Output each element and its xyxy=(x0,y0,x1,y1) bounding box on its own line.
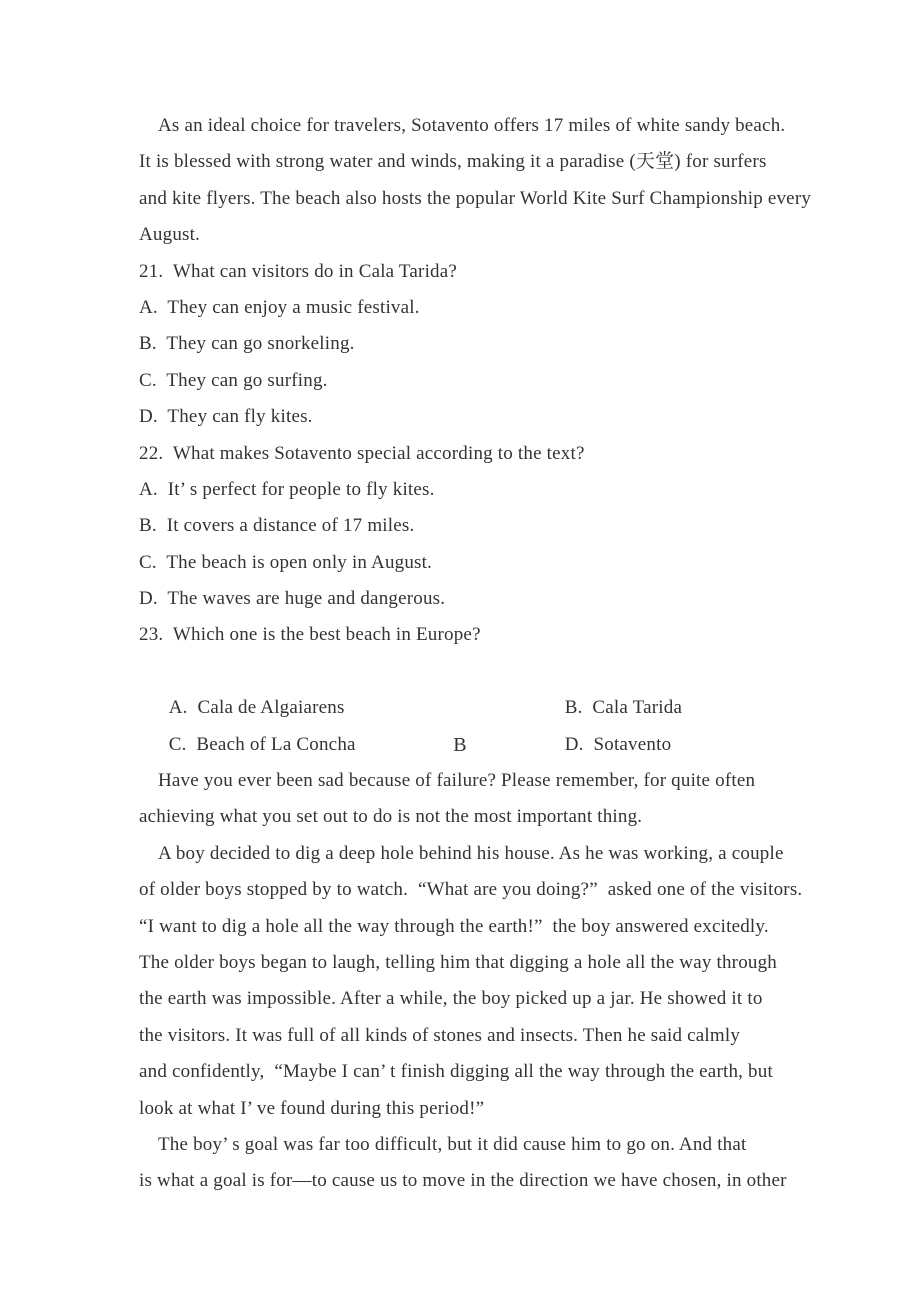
passage-b-line: is what a goal is for—to cause us to move in the direction we have chosen, in other xyxy=(139,1170,787,1192)
question-21-option-c: C. They can go surfing. xyxy=(139,369,328,391)
passage-a-line: August. xyxy=(139,224,201,246)
question-21-prompt: 21. What can visitors do in Cala Tarida? xyxy=(139,260,458,282)
question-22-option-a: A. It’ s perfect for people to fly kites. xyxy=(139,478,435,500)
passage-b-line: and confidently, “Maybe I can’ t finish digging all the way through the earth, but xyxy=(139,1061,773,1083)
question-23-option-a: A. Cala de Algaiarens xyxy=(168,697,345,719)
question-22-option-d: D. The waves are huge and dangerous. xyxy=(139,588,446,610)
passage-a-line: It is blessed with strong water and winds, making it a paradise (天堂) for surfers xyxy=(139,151,767,173)
question-23-option-c: C. Beach of La Concha xyxy=(168,733,356,755)
question-22 xyxy=(0,436,920,618)
passage-a-line: As an ideal choice for travelers, Sotavento offers 17 miles of white sandy beach. xyxy=(158,115,786,136)
question-21-option-d: D. They can fly kites. xyxy=(139,406,313,428)
passage-b-line: “I want to dig a hole all the way through the earth!” the boy answered excitedly. xyxy=(139,915,769,937)
question-21-option-a: A. They can enjoy a music festival. xyxy=(139,296,420,318)
passage-b-line: the visitors. It was full of all kinds of stones and insects. Then he said calmly xyxy=(139,1024,741,1046)
question-23-option-d: D. Sotavento xyxy=(564,733,672,755)
question-22-option-b: B. It covers a distance of 17 miles. xyxy=(139,515,415,537)
passage-a xyxy=(0,108,920,254)
question-21 xyxy=(0,254,920,436)
passage-b xyxy=(0,763,920,1200)
passage-b-line: the earth was impossible. After a while, the boy picked up a jar. He showed it to xyxy=(139,988,763,1010)
question-22-option-c: C. The beach is open only in August. xyxy=(139,551,433,573)
question-22-prompt: 22. What makes Sotavento special according to the text? xyxy=(139,442,585,464)
passage-b-line: A boy decided to dig a deep hole behind his house. As he was working, a couple xyxy=(158,842,784,864)
question-23 xyxy=(0,617,920,755)
section-b-heading: B xyxy=(453,733,467,756)
passage-b-line: achieving what you set out to do is not the most important thing. xyxy=(139,806,643,828)
passage-b-line: look at what I’ ve found during this period!” xyxy=(139,1097,485,1119)
question-23-prompt: 23. Which one is the best beach in Europe? xyxy=(139,624,481,646)
question-23-options-row-1 xyxy=(0,654,920,719)
passage-b-line: Have you ever been sad because of failure? Please remember, for quite often xyxy=(158,770,756,792)
passage-b-line: The older boys began to laugh, telling him that digging a hole all the way through xyxy=(139,951,777,973)
passage-b-line: of older boys stopped by to watch. “What are you doing?” asked one of the visitors. xyxy=(139,879,803,901)
question-21-option-b: B. They can go snorkeling. xyxy=(139,333,355,355)
passage-a-line: and kite flyers. The beach also hosts the popular World Kite Surf Championship every xyxy=(139,187,812,209)
question-23-option-b: B. Cala Tarida xyxy=(564,697,683,719)
passage-b-line: The boy’ s goal was far too difficult, but it did cause him to go on. And that xyxy=(158,1133,747,1155)
